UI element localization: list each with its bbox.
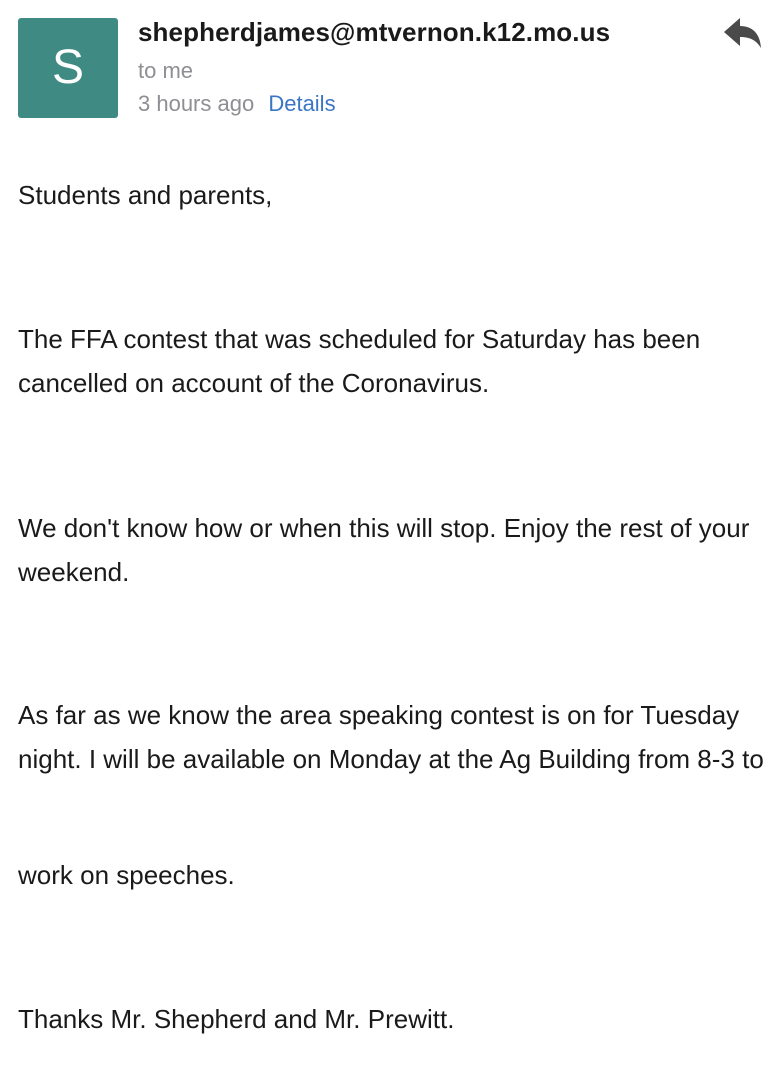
signature-line: Thanks Mr. Shepherd and Mr. Prewitt. bbox=[18, 1004, 455, 1034]
reply-button[interactable] bbox=[720, 14, 764, 54]
paragraph-4: work on speeches. bbox=[18, 860, 235, 890]
sender-address[interactable]: shepherdjames@mtvernon.k12.mo.us bbox=[138, 17, 611, 47]
paragraph-1: The FFA contest that was scheduled for Saturday has been cancelled on account of the Coronavirus. bbox=[18, 324, 701, 398]
recipient-label: to me bbox=[138, 58, 194, 83]
paragraph-3: As far as we know the area speaking contest is on for Tuesday night. I will be available on Monday at the Ag Building from 8-3 to bbox=[18, 700, 764, 774]
email-header bbox=[0, 0, 783, 130]
sender-avatar[interactable] bbox=[18, 18, 118, 118]
meta-line bbox=[138, 91, 336, 117]
received-time: 3 hours ago bbox=[138, 91, 255, 116]
paragraph-2: We don't know how or when this will stop. Enjoy the rest of your weekend. bbox=[18, 513, 750, 587]
reply-arrow-icon bbox=[720, 14, 764, 54]
details-link[interactable]: Details bbox=[268, 91, 336, 116]
avatar-letter: S bbox=[51, 41, 84, 94]
greeting-text: Students and parents, bbox=[18, 180, 273, 210]
